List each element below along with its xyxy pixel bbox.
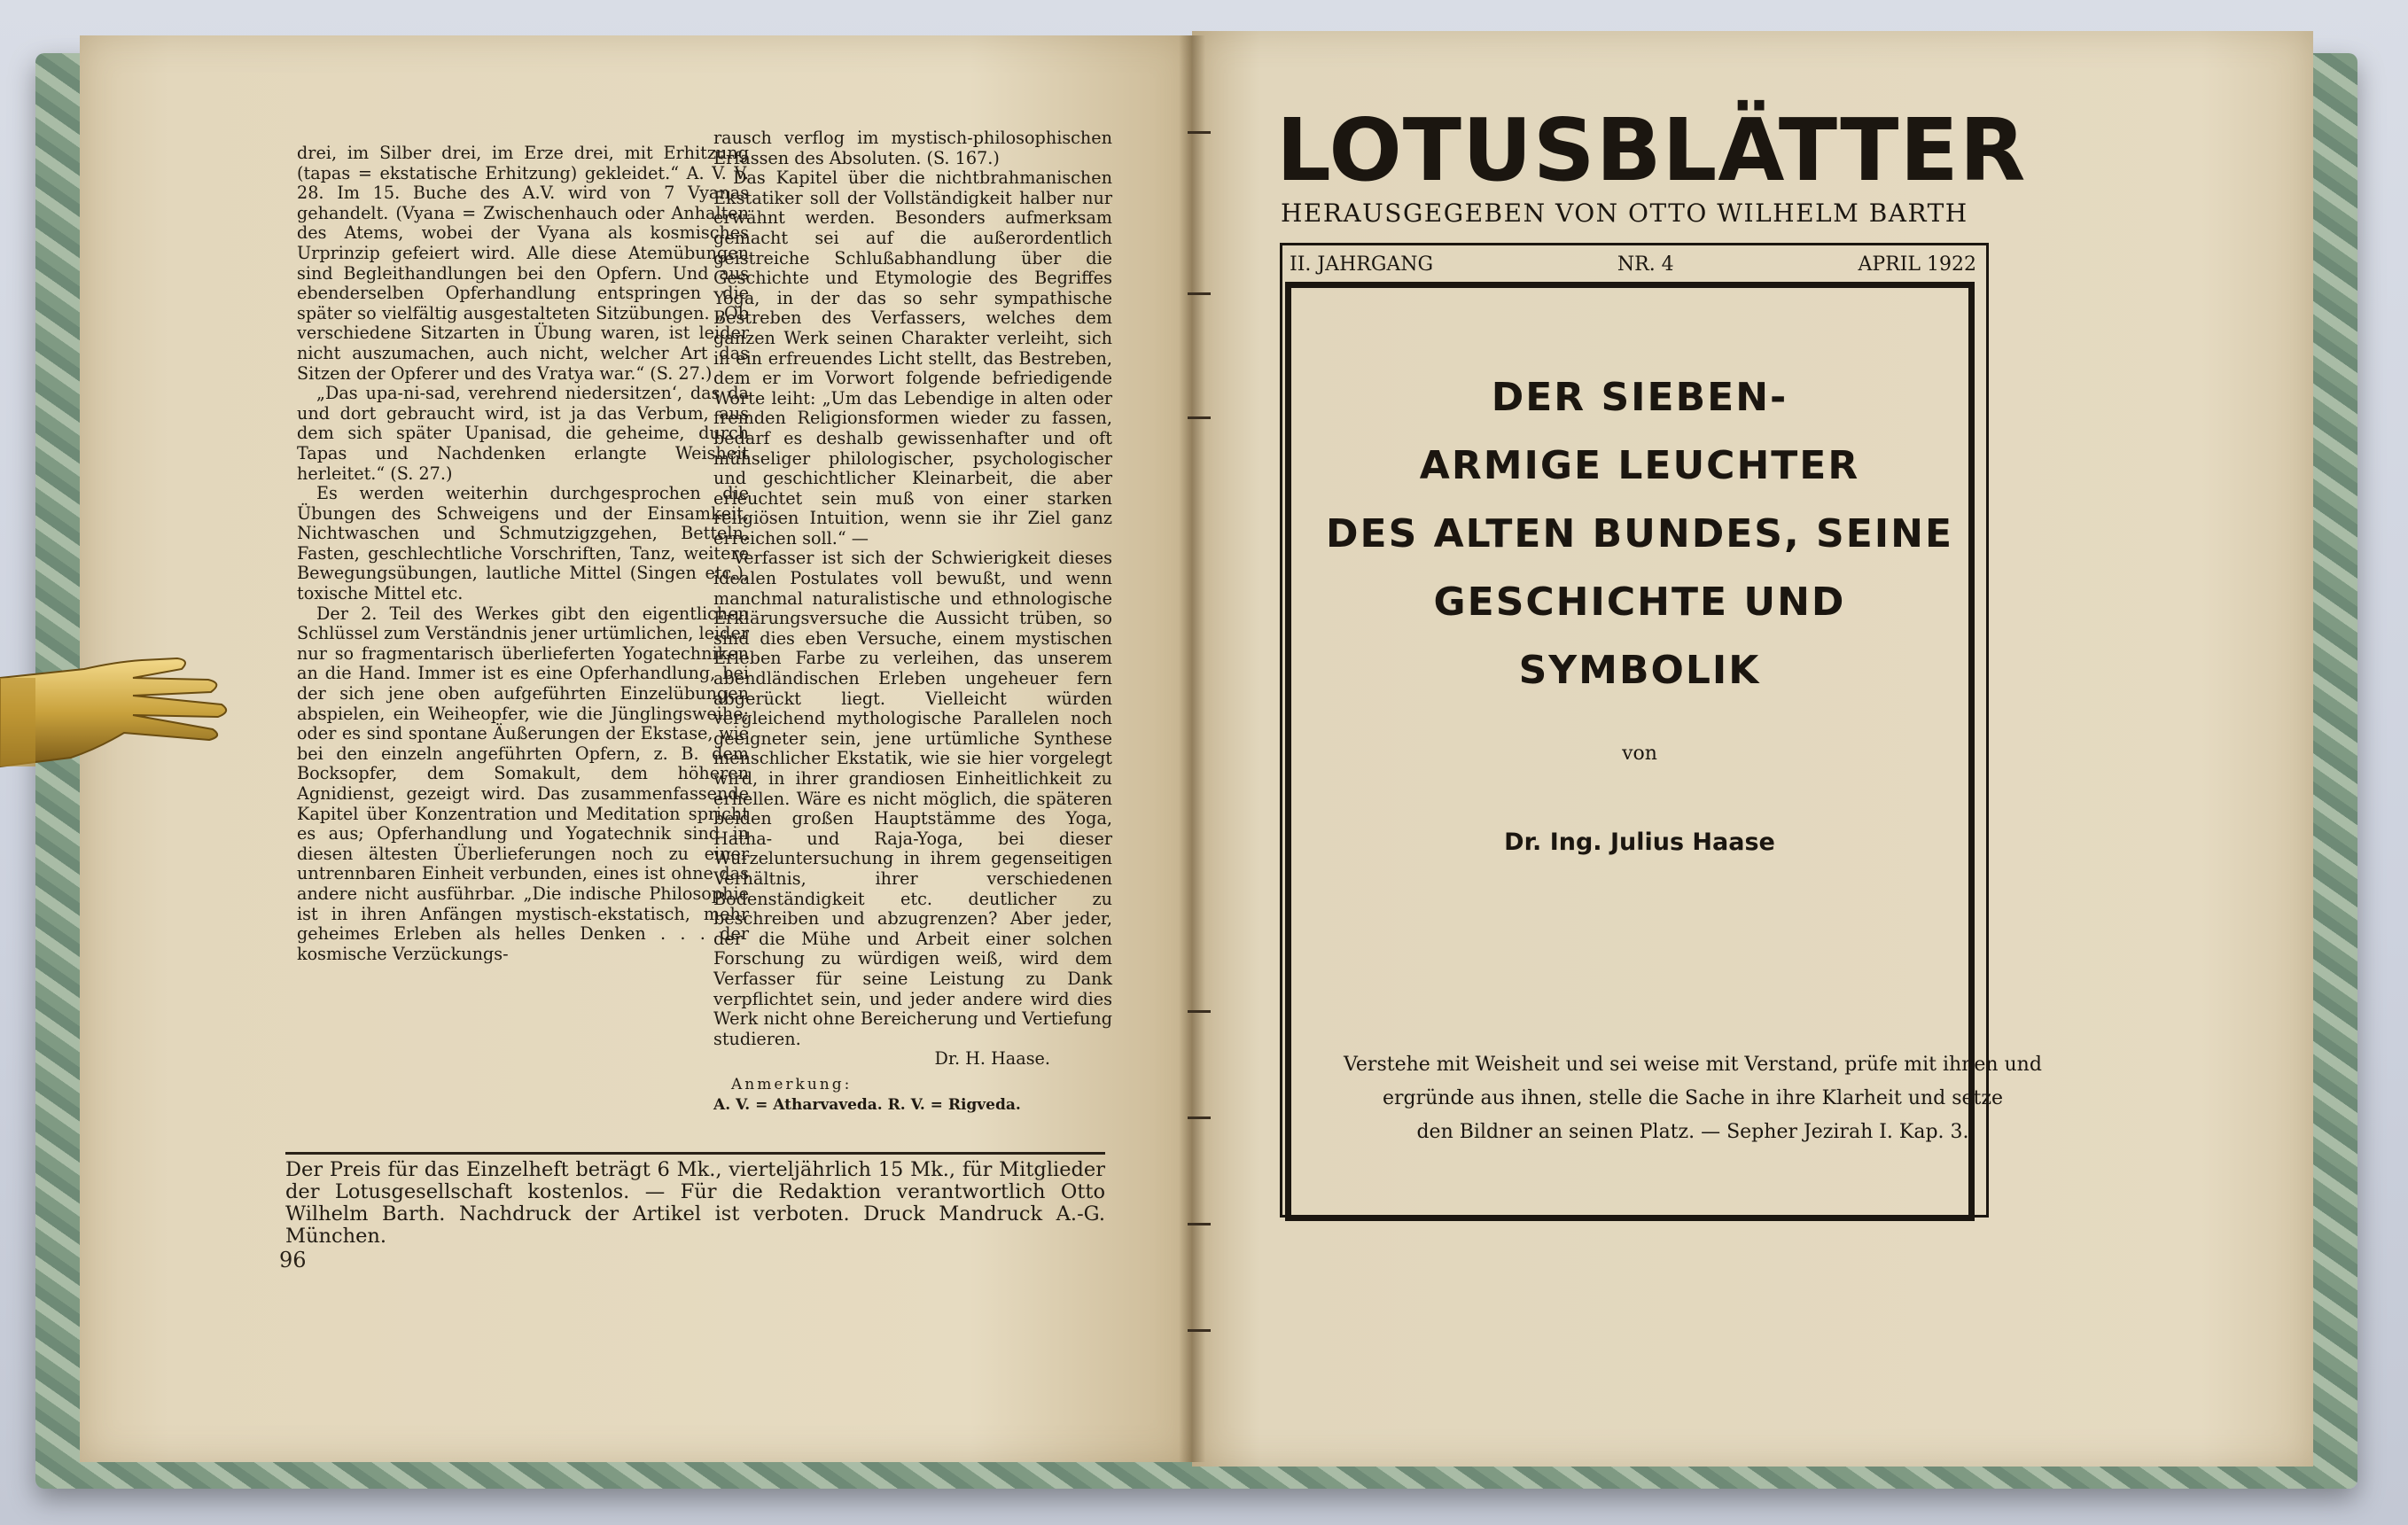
footer-rule bbox=[285, 1152, 1105, 1155]
paragraph: Verfasser ist sich der Schwierigkeit dieses idealen Postulates voll bewußt, und wenn manchmal naturalistische und ethnologische Erklärungsversuche die Aussicht trüben, so sind dies eben Versuche, einem mystischen Erleben Farbe zu verleihen, das unserem abendländischen Erleben ungeheuer fern abgerückt liegt. Vielleicht würden vergleichend mythologische Parallelen noch geeigneter sein, jene urtümliche Synthese menschlicher Ekstatik, wie sie hier vorgelegt wird, in ihrer grandiosen Einheitlichkeit zu erhellen. Wäre es nicht möglich, die späteren beiden großen Hauptstämme des Yoga, Hatha- und Raja-Yoga, bei dieser Wurzeluntersuchung in ihrem gegenseitigen Verhältnis, ihrer verschiedenen Bodenständigkeit etc. deutlicher zu beschreiben und abzugrenzen? Aber jeder, der die Mühe und Arbeit einer solchen Forschung zu würdigen weiß, wird dem Verfasser für seine Leistung zu Dank verpflichtet sein, und jeder andere wird dies Werk nicht ohne Bereicherung und Vertiefung studieren. bbox=[713, 548, 1112, 1049]
page-number: 96 bbox=[279, 1248, 307, 1272]
binding-stitch bbox=[1188, 1010, 1211, 1013]
binding-stitch bbox=[1188, 416, 1211, 419]
note-heading: Anmerkung: bbox=[731, 1075, 853, 1093]
brass-hand-bookmark bbox=[0, 642, 230, 798]
binding-stitch bbox=[1188, 1223, 1211, 1225]
title-line: DER SIEBEN- bbox=[1491, 375, 1788, 420]
motto-line: ergründe aus ihnen, stelle die Sache in ihre Klarheit und setze bbox=[1382, 1087, 2003, 1109]
publisher-line: HERAUSGEGEBEN VON OTTO WILHELM BARTH bbox=[1281, 198, 1968, 228]
paragraph: „Das upa-ni-sad, verehrend niedersitzen‘, das da und dort gebraucht wird, ist ja das Verbum, aus dem sich später Upanisad, die geheime, durch Tapas und Nachdenken erlangte Weisheit herleitet.“ (S. 27.) bbox=[297, 383, 749, 484]
book-gutter bbox=[1179, 35, 1205, 1462]
right-column-text bbox=[713, 128, 1112, 1115]
title-line: GESCHICHTE UND bbox=[1433, 580, 1846, 625]
masthead: LOTUSBLÄTTER bbox=[1276, 100, 2027, 200]
binding-stitch bbox=[1188, 1329, 1211, 1332]
binding-stitch bbox=[1188, 292, 1211, 295]
paragraph: Der 2. Teil des Werkes gibt den eigentlichen Schlüssel zum Verständnis jener urtümlichen, leider nur so fragmentarisch überlieferten Yogatechniken an die Hand. Immer ist es eine Opferhandlung, bei der sich jene oben aufgeführten Einzelübungen abspielen, ein Weiheopfer, wie die Jünglingsweihe; oder es sind spontane Äußerungen der Ekstase, wie bei den einzeln angeführten Opfern, z. B. dem Bocksopfer, dem Somakult, dem höheren Agnidienst, gezeigt wird. Das zusammenfassende Kapitel über Konzentration und Meditation spricht es aus; Opferhandlung und Yogatechnik sind in diesen ältesten Überlieferungen noch zu einer untrennbaren Einheit verbunden, eines ist ohne das andere nicht ausführbar. „Die indische Philosophie ist in ihren Anfängen mystisch-ekstatisch, mehr geheimes Erleben als helles Denken . . . der kosmische Verzückungs- bbox=[297, 603, 749, 964]
paragraph: Das Kapitel über die nichtbrahmanischen Ekstatiker soll der Vollständigkeit halber nur erwähnt werden. Besonders aufmerksam gemacht sei auf die außerordentlich geistreiche Schlußabhandlung über die Geschichte und Etymologie des Begriffes Yoga, in der das so sehr sympathische Bestreben des Verfassers, welches dem ganzen Werk seinen Charakter verleiht, sich in ein erfreuendes Licht stellt, das Bestreben, dem er im Vorwort folgende befriedigende Worte leiht: „Um das Lebendige in alten oder fremden Religionsformen wieder zu fassen, bedarf es deshalb gewissenhafter und oft mühseliger philologischer, psychologischer und geschichtlicher Kleinarbeit, die aber erleuchtet sein muß von einer starken religiösen Intuition, wenn sie ihr Ziel ganz erreichen soll.“ — bbox=[713, 167, 1112, 549]
note-text: A. V. = Atharvaveda. R. V. = Rigveda. bbox=[713, 1095, 1021, 1114]
paragraph: Es werden weiterhin durchgesprochen die Übungen des Schweigens und der Einsamkeit, Nichtwaschen und Schmutzigzgehen, Betteln, Fasten, geschlechtliche Vorschriften, Tanz, weitere Bewegungsübungen, lautliche Mittel (Singen etc.), toxische Mittel etc. bbox=[297, 483, 749, 604]
motto-line: den Bildner an seinen Platz. — Sepher Jezirah I. Kap. 3. bbox=[1416, 1121, 1969, 1143]
volume-label: II. JAHRGANG bbox=[1290, 253, 1434, 276]
title-line: ARMIGE LEUCHTER bbox=[1419, 443, 1860, 488]
title-line: DES ALTEN BUNDES, SEINE bbox=[1326, 511, 1953, 556]
article-title bbox=[1303, 363, 1976, 704]
binding-stitch bbox=[1188, 1117, 1211, 1119]
review-signature: Dr. H. Haase. bbox=[934, 1048, 1050, 1070]
motto-line: Verstehe mit Weisheit und sei weise mit Verstand, prüfe mit ihnen und bbox=[1344, 1054, 2042, 1076]
left-column-text bbox=[297, 144, 749, 964]
author-name: Dr. Ing. Julius Haase bbox=[1504, 829, 1775, 856]
by-label: von bbox=[1622, 743, 1657, 765]
issue-info-bar bbox=[1290, 253, 1976, 276]
paragraph: rausch verflog im mystisch-philosophischen Erfassen des Absoluten. (S. 167.) bbox=[713, 128, 1112, 168]
title-line: SYMBOLIK bbox=[1518, 648, 1761, 693]
issue-number: NR. 4 bbox=[1617, 253, 1674, 276]
motto-quote bbox=[1338, 1048, 2047, 1149]
issue-date: APRIL 1922 bbox=[1858, 253, 1976, 276]
paragraph: drei, im Silber drei, im Erze drei, mit Erhitzung (tapas = ekstatische Erhitzung) gekleidet.“ A. V. V. 28. Im 15. Buche des A.V. wird von 7 Vyanas gehandelt. (Vyana = Zwischenhauch oder Anhalten des Atems, wobei der Vyana als kosmisches Urprinzip gefeiert wird. Alle diese Atemübungen sind Begleithandlungen bei den Opfern. Und aus ebenderselben Opferhandlung entspringen die später so vielfältig ausgestalteten Sitzübungen. „Ob verschiedene Sitzarten in Übung waren, ist leider nicht auszumachen, auch nicht, welcher Art das Sitzen der Opferer und des Vratya war.“ (S. 27.) bbox=[297, 143, 749, 384]
imprint-footer: Der Preis für das Einzelheft beträgt 6 Mk., vierteljährlich 15 Mk., für Mitglieder der Lotusgesellschaft kostenlos. — Für die Redaktion verantwortlich Otto Wilhelm Barth. Nachdruck der Artikel ist verboten. Druck Mandruck A.-G. München. bbox=[285, 1158, 1105, 1248]
binding-stitch bbox=[1188, 131, 1211, 134]
